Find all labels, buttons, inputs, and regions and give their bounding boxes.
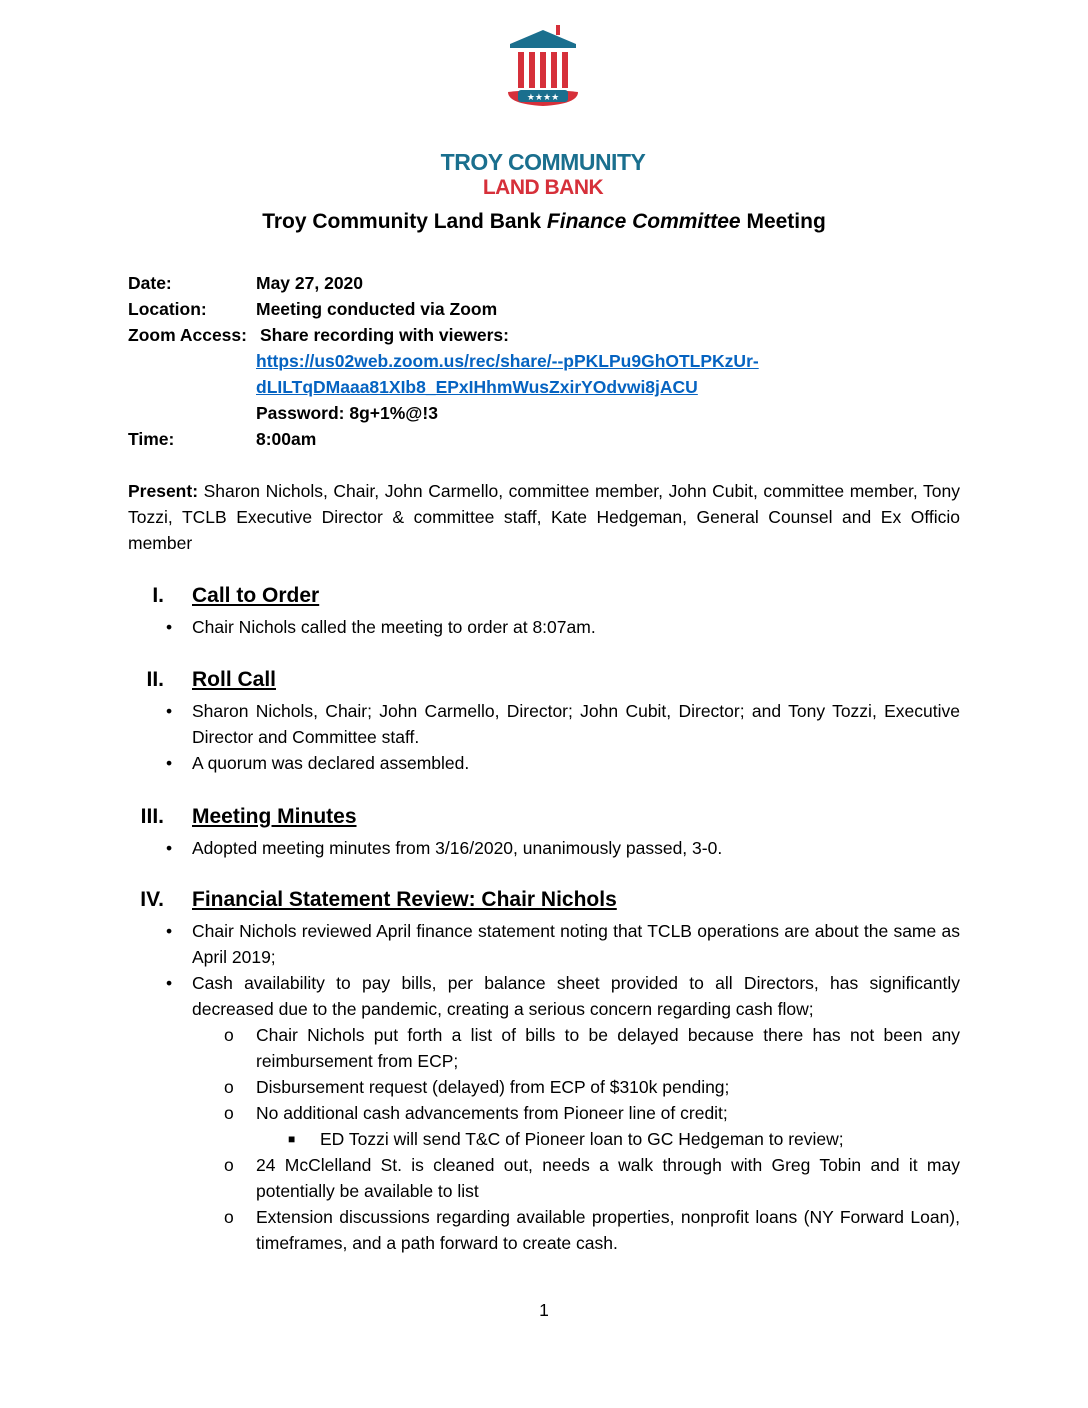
bullet-icon: • [166, 921, 173, 941]
zoom-link-line2[interactable]: dLILTqDMaaa81XIb8_EPxIHhmWusZxirYOdvwi8jACU [256, 377, 698, 397]
list-item-text: Adopted meeting minutes from 3/16/2020, unanimously passed, 3-0. [192, 838, 723, 858]
sub-sub-list-item-text: ED Tozzi will send T&C of Pioneer loan to GC Hedgeman to review; [320, 1129, 844, 1149]
title-emphasis: Finance Committee [546, 210, 741, 233]
title-prefix: Troy Community Land Bank [262, 210, 547, 233]
section-number: II. [146, 668, 164, 691]
section-number: I. [152, 584, 164, 607]
section-number: III. [140, 805, 164, 828]
meeting-details [128, 270, 958, 452]
list-item-text: Sharon Nichols, Chair; John Carmello, Director; John Cubit, Director; and Tony Tozzi, Executive Director and Committee staff. [192, 701, 960, 747]
time-value: 8:00am [256, 429, 317, 449]
section-heading: Meeting Minutes [192, 805, 357, 828]
sub-list-item-text: 24 McClelland St. is cleaned out, needs a walk through with Greg Tobin and it may potentially be available to list [256, 1155, 960, 1201]
logo-text-line1: TROY COMMUNITY [440, 149, 646, 175]
sub-list-item-text: Chair Nichols put forth a list of bills to be delayed because there has not been any reimbursement from ECP; [256, 1025, 960, 1071]
list-item [128, 750, 960, 776]
circle-bullet-icon: o [224, 1077, 234, 1097]
bullet-icon: • [166, 701, 173, 721]
sub-sub-list-item [256, 1126, 960, 1152]
svg-text:★★★★: ★★★★ [526, 93, 560, 103]
location-value: Meeting conducted via Zoom [256, 299, 498, 319]
section-roll-call [128, 668, 960, 776]
sub-list-item [128, 1152, 960, 1204]
logo-text-line2: LAND BANK [482, 176, 604, 199]
date-value: May 27, 2020 [256, 273, 364, 293]
attendees-paragraph [128, 478, 960, 556]
circle-bullet-icon: o [224, 1103, 234, 1123]
section-call-to-order [128, 584, 960, 640]
circle-bullet-icon: o [224, 1155, 234, 1175]
circle-bullet-icon: o [224, 1025, 234, 1045]
sub-list-item-text: Extension discussions regarding available properties, nonprofit loans (NY Forward Loan), timeframes, and a path forward to create cash. [256, 1207, 960, 1253]
title-suffix: Meeting [740, 210, 826, 233]
present-text: Sharon Nichols, Chair, John Carmello, committee member, John Cubit, committee member, Tony Tozzi, TCLB Executive Director & committee staff, Kate Hedgeman, General Counsel and Ex Officio member [128, 481, 960, 553]
list-item [128, 698, 960, 750]
section-heading: Call to Order [192, 584, 320, 607]
circle-bullet-icon: o [224, 1207, 234, 1227]
sub-list-item [128, 1074, 960, 1100]
list-item-text: Cash availability to pay bills, per balance sheet provided to all Directors, has significantly decreased due to the pandemic, creating a serious concern regarding cash flow; [192, 973, 960, 1019]
section-financial-review [128, 888, 960, 1256]
section-heading: Roll Call [192, 668, 277, 691]
bullet-icon: • [166, 753, 173, 773]
bullet-icon: • [166, 973, 173, 993]
time-label: Time: [128, 429, 175, 449]
bullet-icon: • [166, 617, 173, 637]
location-label: Location: [128, 299, 207, 319]
zoom-value: Share recording with viewers: [260, 325, 509, 345]
sub-list-item [128, 1100, 960, 1152]
document-title [0, 210, 1088, 234]
present-label: Present: [128, 481, 199, 501]
list-item-text: Chair Nichols called the meeting to order at 8:07am. [192, 617, 596, 637]
square-bullet-icon: ■ [288, 1132, 296, 1146]
list-item [128, 614, 960, 640]
date-label: Date: [128, 273, 172, 293]
zoom-password: Password: 8g+1%@!3 [256, 403, 438, 423]
sub-list-item [128, 1022, 960, 1074]
list-item-text: Chair Nichols reviewed April finance statement noting that TCLB operations are about the same as April 2019; [192, 921, 960, 967]
bullet-icon: • [166, 838, 173, 858]
zoom-label: Zoom Access: [128, 325, 247, 345]
list-item [128, 970, 960, 1256]
sub-list-item [128, 1204, 960, 1256]
sub-list-item-text: No additional cash advancements from Pioneer line of credit; [256, 1103, 728, 1123]
list-item-text: A quorum was declared assembled. [192, 753, 470, 773]
list-item [128, 835, 960, 861]
logo [432, 22, 654, 199]
capitol-building-hat-icon [504, 22, 582, 114]
page-number: 1 [539, 1300, 549, 1320]
list-item [128, 918, 960, 970]
sub-list-item-text: Disbursement request (delayed) from ECP of $310k pending; [256, 1077, 730, 1097]
section-number: IV. [140, 888, 164, 911]
zoom-link-line1[interactable]: https://us02web.zoom.us/rec/share/--pPKLPu9GhOTLPKzUr- [256, 351, 759, 371]
section-heading: Financial Statement Review: Chair Nichols [192, 888, 617, 911]
section-meeting-minutes [128, 805, 960, 861]
